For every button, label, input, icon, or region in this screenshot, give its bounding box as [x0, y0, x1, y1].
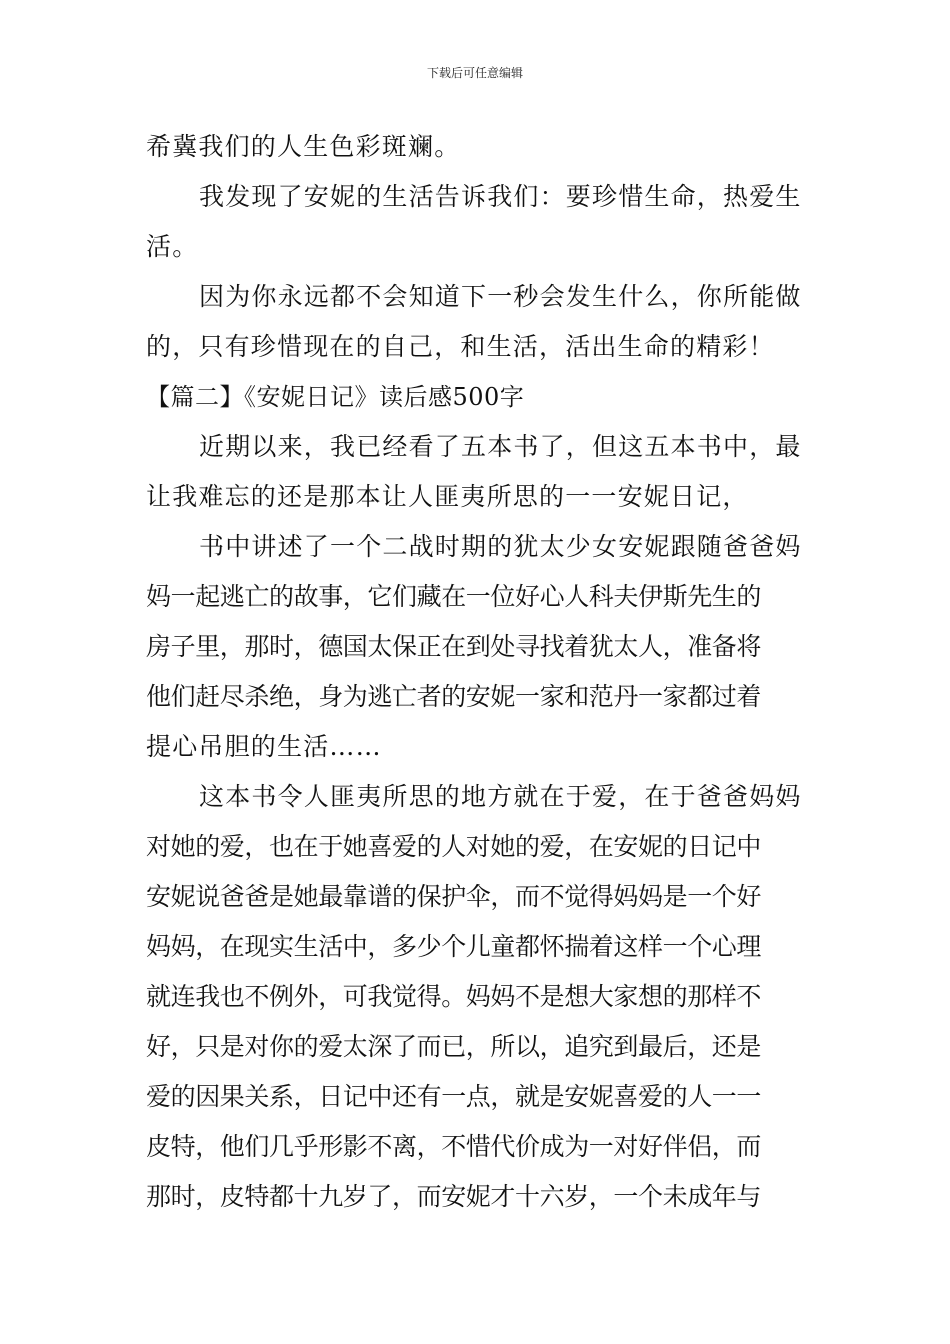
- text-line: 书中讲述了一个二战时期的犹太少女安妮跟随爸爸妈: [199, 532, 802, 561]
- text-line: 房子里，那时，德国太保正在到处寻找着犹太人，准备将: [146, 632, 762, 661]
- text-line: 皮特，他们几乎形影不离，不惜代价成为一对好伴侣，而: [146, 1132, 762, 1161]
- document-body: [146, 122, 810, 1222]
- text-line: 妈妈，在现实生活中，多少个儿童都怀揣着这样一个心理: [146, 932, 762, 961]
- text-line: 安妮说爸爸是她最靠谱的保护伞，而不觉得妈妈是一个好: [146, 882, 762, 911]
- text-line: 那时，皮特都十九岁了，而安妮才十六岁，一个未成年与: [146, 1182, 762, 1211]
- text-line: 他们赶尽杀绝，身为逃亡者的安妮一家和范丹一家都过着: [146, 682, 762, 711]
- text-line: 我发现了安妮的生活告诉我们：要珍惜生命，热爱生: [199, 182, 802, 211]
- page-header: 下载后可任意编辑: [426, 66, 523, 80]
- text-line: 对她的爱，也在于她喜爱的人对她的爱，在安妮的日记中: [146, 832, 762, 861]
- text-line: 就连我也不例外，可我觉得。妈妈不是想大家想的那样不: [146, 982, 762, 1011]
- text-line: 希冀我们的人生色彩斑斓。: [146, 132, 461, 161]
- text-line: 这本书令人匪夷所思的地方就在于爱，在于爸爸妈妈: [199, 782, 802, 811]
- text-line: 活。: [146, 232, 199, 261]
- section-heading: 【篇二】《安妮日记》读后感500字: [146, 383, 525, 411]
- text-line: 提心吊胆的生活……: [146, 732, 382, 761]
- text-line: 爱的因果关系，日记中还有一点，就是安妮喜爱的人一一: [146, 1082, 762, 1111]
- text-line: 妈一起逃亡的故事，它们藏在一位好心人科夫伊斯先生的: [146, 582, 762, 611]
- text-line: 因为你永远都不会知道下一秒会发生什么，你所能做: [199, 282, 802, 311]
- text-line: 让我难忘的还是那本让人匪夷所思的一一安妮日记，: [146, 482, 749, 511]
- text-line: 近期以来，我已经看了五本书了，但这五本书中，最: [199, 432, 802, 461]
- text-line: 的，只有珍惜现在的自己，和生活，活出生命的精彩！: [146, 332, 775, 361]
- text-line: 好，只是对你的爱太深了而已，所以，追究到最后，还是: [146, 1032, 762, 1061]
